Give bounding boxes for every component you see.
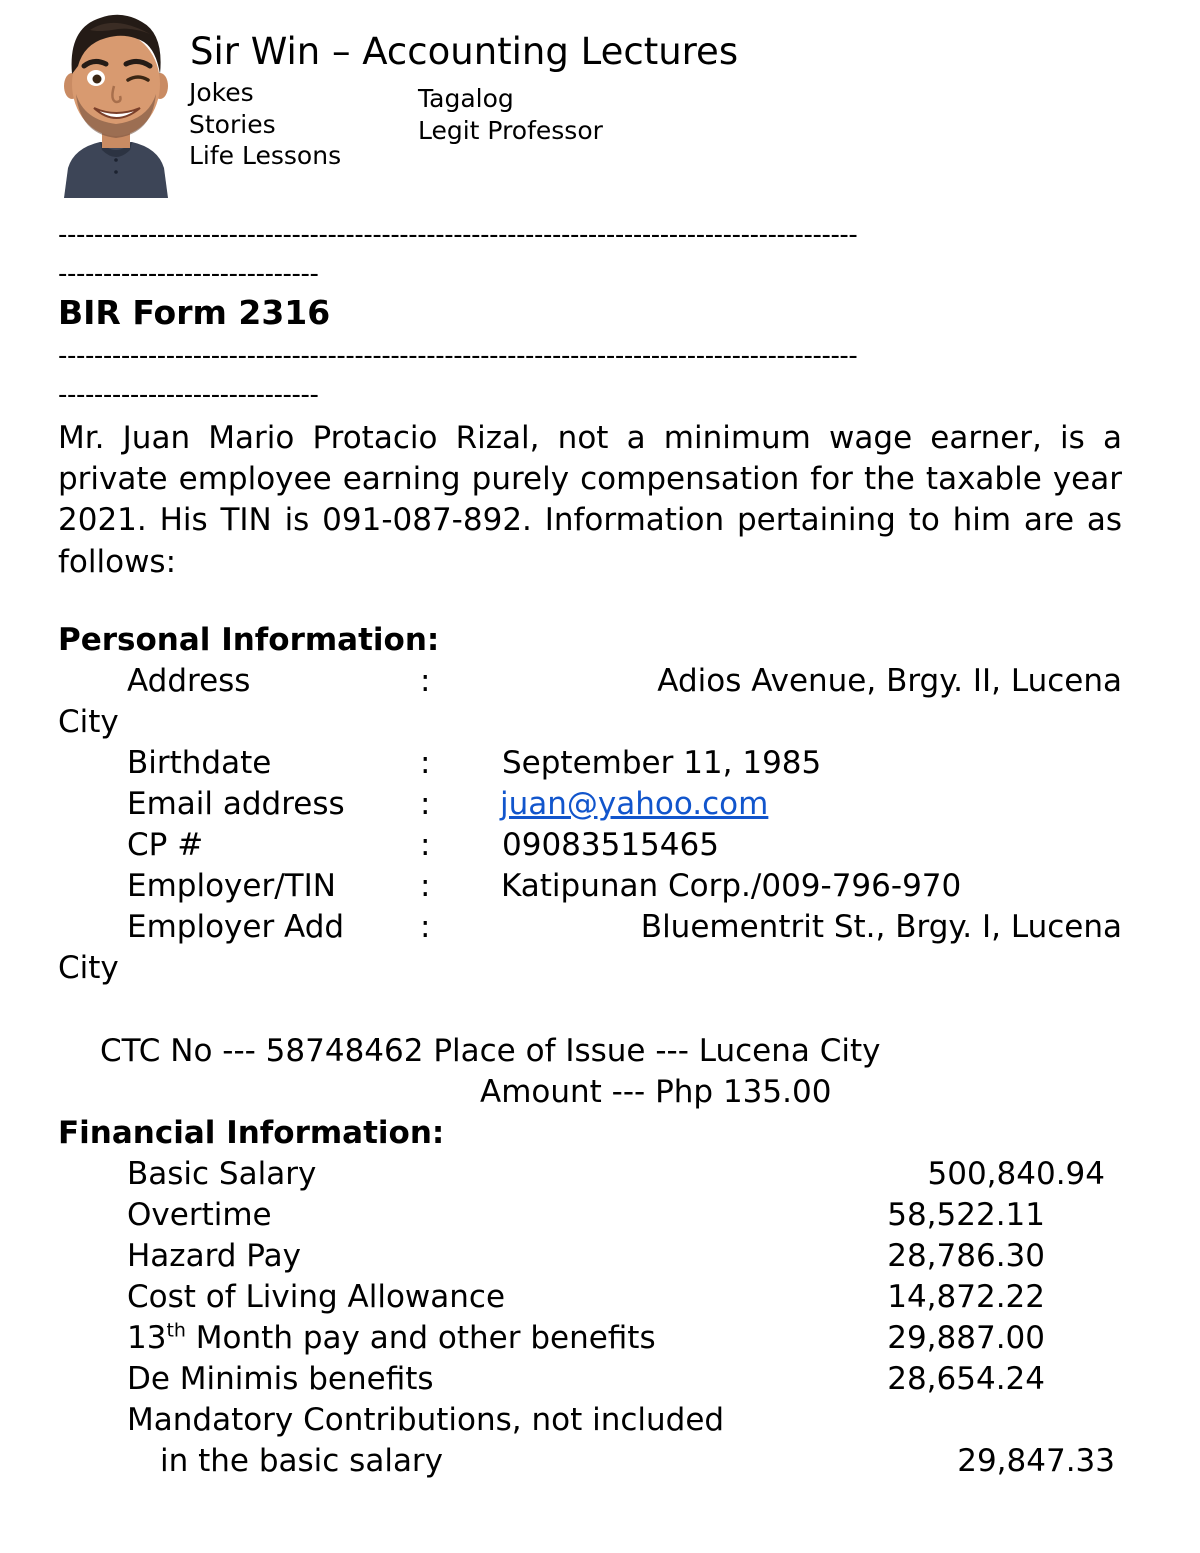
personal-info-heading: Personal Information: [58, 622, 440, 658]
tag-jokes: Jokes [189, 78, 254, 107]
birthdate-separator: : [420, 745, 431, 781]
mandatory-label-line2: in the basic salary [160, 1443, 444, 1479]
email-separator: : [420, 786, 431, 822]
mandatory-label-line1: Mandatory Contributions, not included [127, 1402, 725, 1438]
tag-tagalog: Tagalog [418, 84, 514, 113]
form-title: BIR Form 2316 [58, 293, 331, 332]
email-link[interactable]: juan@yahoo.com [500, 786, 769, 822]
ctc-line: CTC No --- 58748462 Place of Issue --- Lucena City [100, 1033, 881, 1069]
hazard-pay-label: Hazard Pay [127, 1238, 301, 1274]
address-separator: : [420, 663, 431, 699]
intro-paragraph: Mr. Juan Mario Protacio Rizal, not a minimum wage earner, is a private employee earning purely compensation for the taxable year 2021. His TIN is 091-087-892. Information pertaining to him are as follows: [58, 420, 1122, 580]
employer-tin-value: Katipunan Corp./009-796-970 [501, 868, 962, 904]
address-value: Adios Avenue, Brgy. II, Lucena [657, 663, 1122, 699]
divider-line: ----------------------------------------------------------------------------------------- [58, 343, 858, 369]
employer-tin-label: Employer/TIN [127, 868, 336, 904]
cola-value: 14,872.22 [887, 1279, 1045, 1315]
de-minimis-label: De Minimis benefits [127, 1361, 434, 1397]
employer-add-value: Bluementrit St., Brgy. I, Lucena [640, 909, 1122, 945]
employer-add-separator: : [420, 909, 431, 945]
overtime-label: Overtime [127, 1197, 272, 1233]
cola-label: Cost of Living Allowance [127, 1279, 506, 1315]
thirteenth-num: 13 [127, 1320, 167, 1356]
basic-salary-label: Basic Salary [127, 1156, 317, 1192]
basic-salary-value: 500,840.94 [927, 1156, 1105, 1192]
thirteenth-sup: th [166, 1319, 186, 1342]
avatar [60, 8, 172, 198]
employer-add-label: Employer Add [127, 909, 345, 945]
overtime-value: 58,522.11 [887, 1197, 1045, 1233]
employer-tin-separator: : [420, 868, 431, 904]
email-label: Email address [127, 786, 345, 822]
divider-line: ----------------------------------------------------------------------------------------- [58, 222, 858, 248]
ctc-amount: Amount --- Php 135.00 [480, 1074, 832, 1110]
de-minimis-value: 28,654.24 [887, 1361, 1045, 1397]
tag-legit-professor: Legit Professor [418, 116, 603, 145]
birthdate-label: Birthdate [127, 745, 272, 781]
tag-life-lessons: Life Lessons [189, 141, 342, 170]
thirteenth-month-value: 29,887.00 [887, 1320, 1045, 1356]
thirteenth-month-label [127, 1319, 656, 1356]
cp-value: 09083515465 [502, 827, 719, 863]
divider-line: ----------------------------- [58, 382, 319, 408]
thirteenth-rest: Month pay and other benefits [185, 1320, 656, 1356]
tag-stories: Stories [189, 110, 276, 139]
address-label: Address [127, 663, 251, 699]
divider-line: ----------------------------- [58, 261, 319, 287]
cp-separator: : [420, 827, 431, 863]
hazard-pay-value: 28,786.30 [887, 1238, 1045, 1274]
channel-title: Sir Win – Accounting Lectures [190, 30, 739, 73]
address-value-wrap: City [58, 704, 119, 740]
birthdate-value: September 11, 1985 [502, 745, 822, 781]
cp-label: CP # [127, 827, 204, 863]
financial-info-heading: Financial Information: [58, 1115, 445, 1151]
employer-add-value-wrap: City [58, 950, 119, 986]
mandatory-value: 29,847.33 [957, 1443, 1115, 1479]
